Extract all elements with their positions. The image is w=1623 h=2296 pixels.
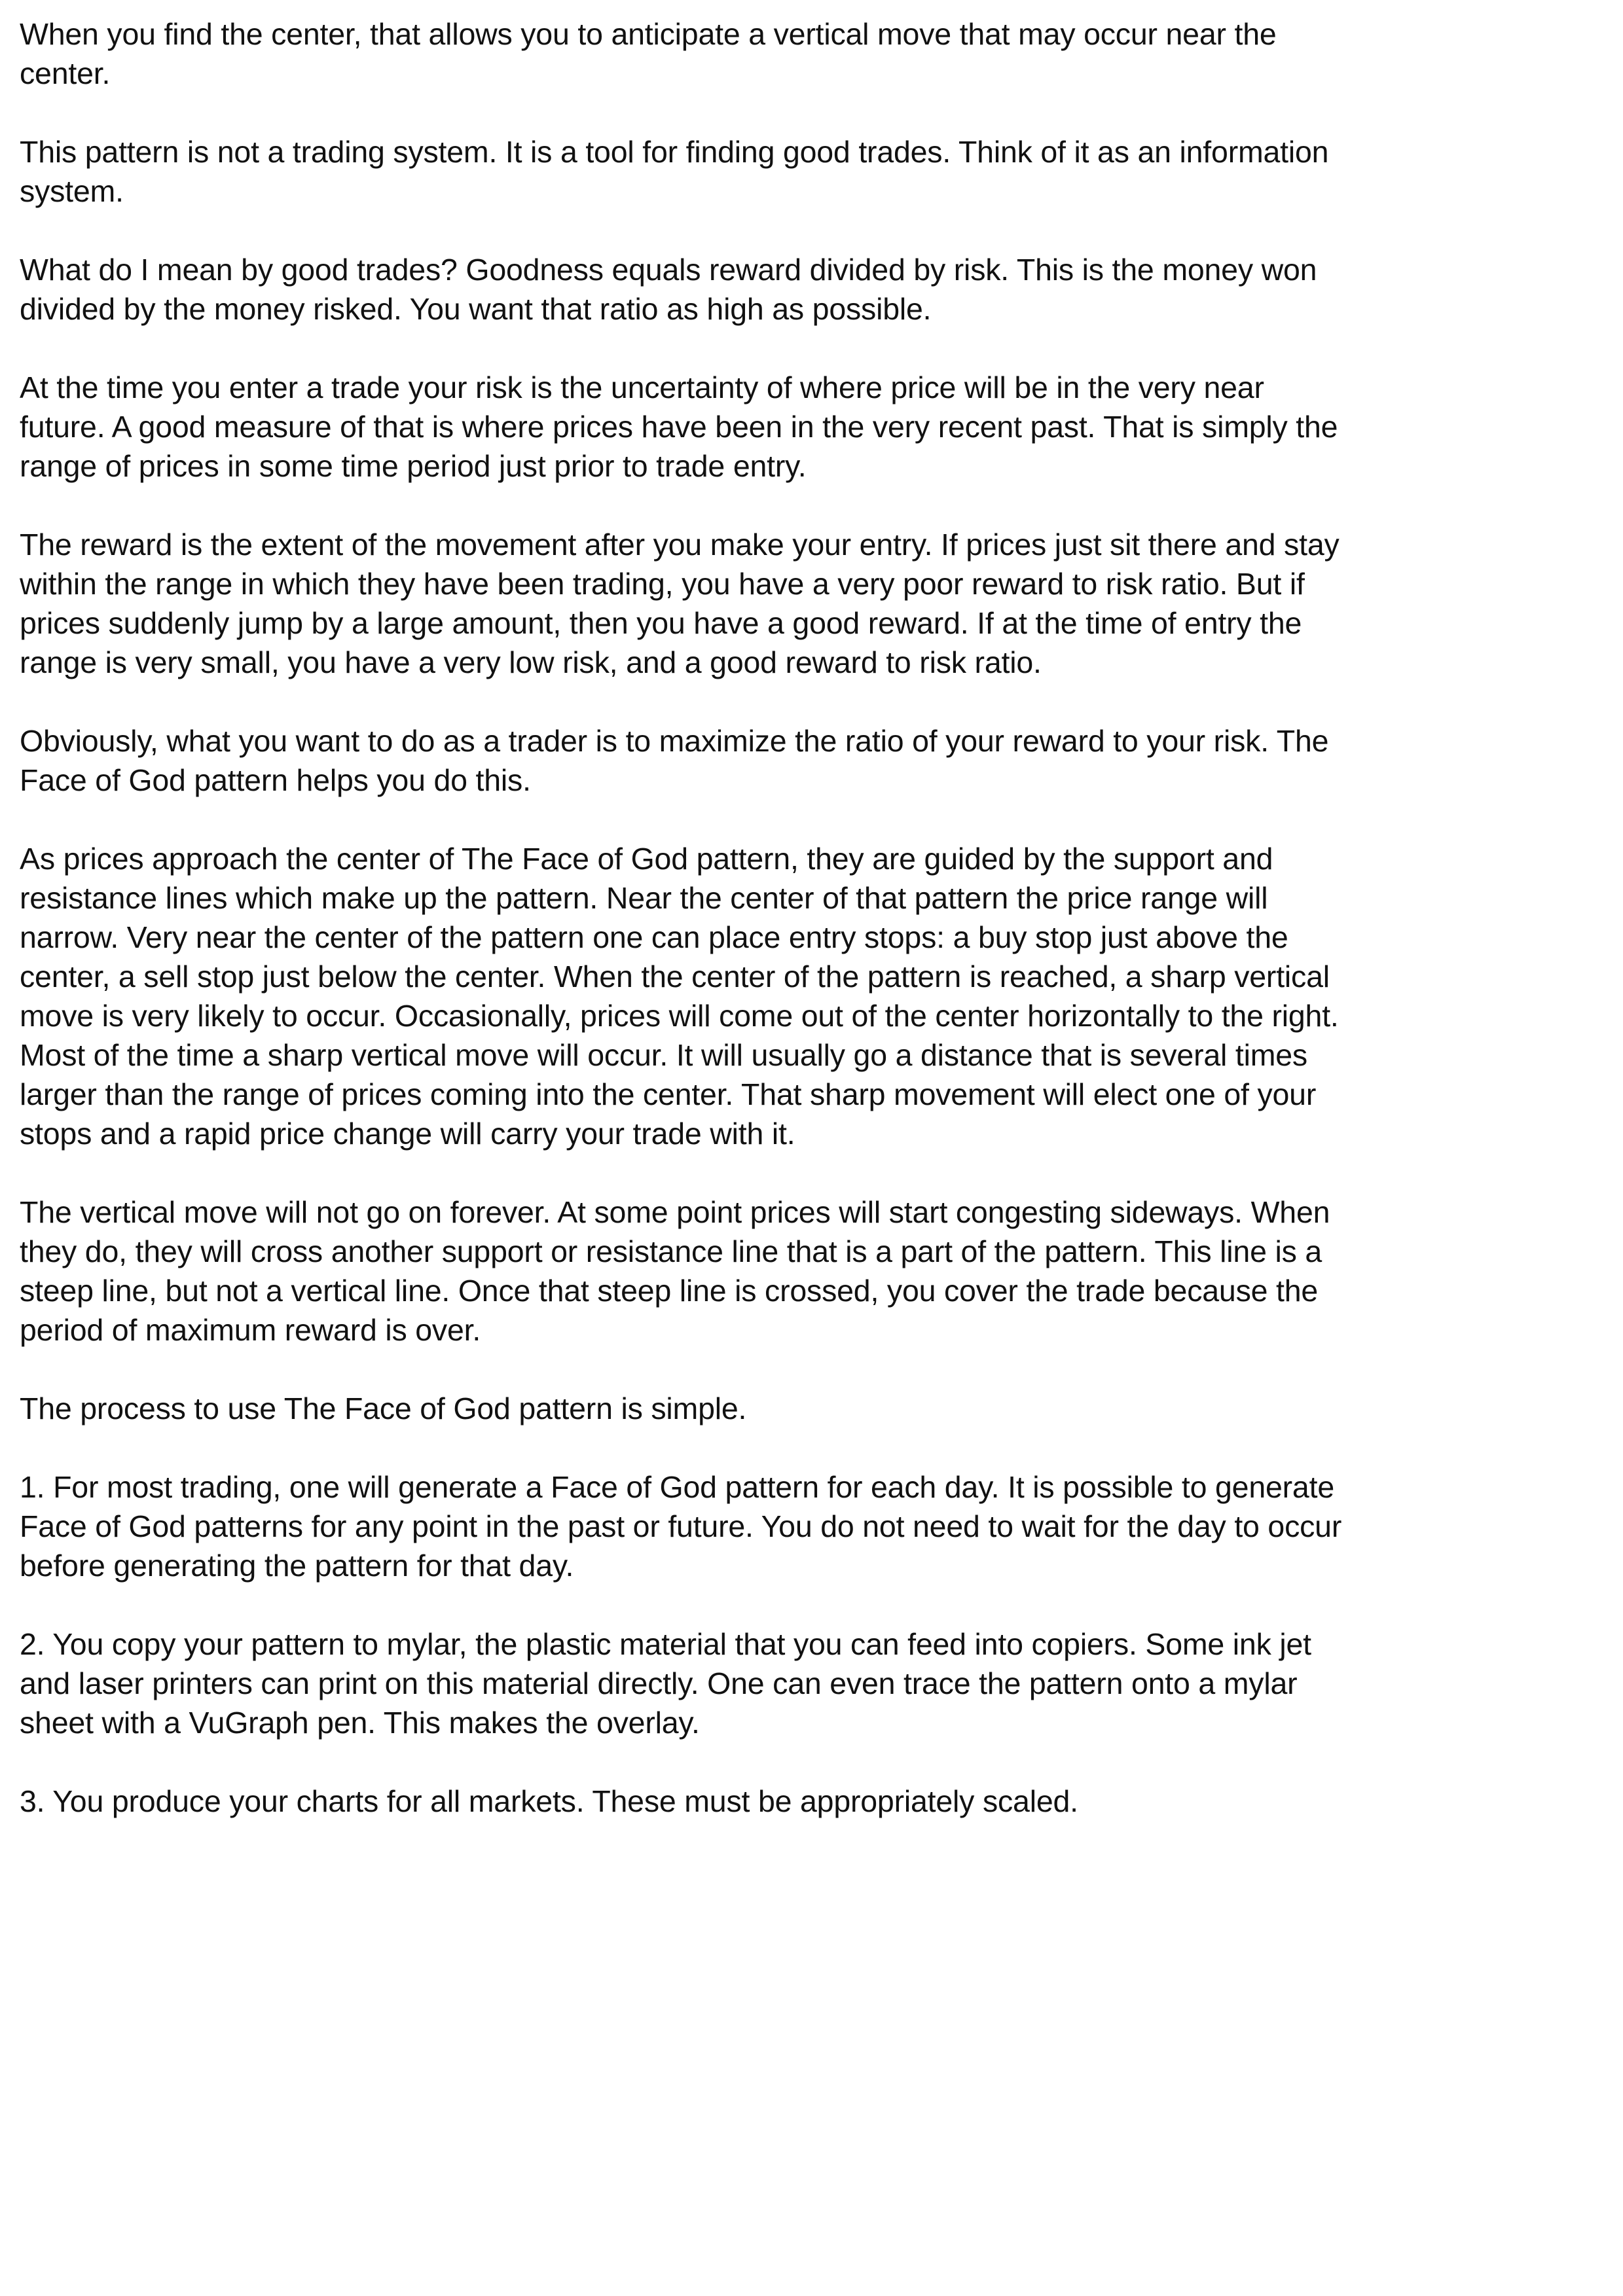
- list-item-2: 2. You copy your pattern to mylar, the plastic material that you can feed into copiers. Some ink jet and laser printers can print on this material directly. One can even trace the pattern onto a mylar sheet with a VuGraph pen. This makes the overlay.: [20, 1627, 1311, 1740]
- list-item-3: 3. You produce your charts for all markets. These must be appropriately scaled.: [20, 1784, 1078, 1818]
- paragraph-7: As prices approach the center of The Face of God pattern, they are guided by the support and resistance lines which make up the pattern. Near the center of that pattern the price range will narrow. Very near the center of the pattern one can place entry stops: a buy stop just above the center, a sell stop just below the center. When the center of the pattern is reached, a sharp vertical move is very likely to occur. Occasionally, prices will come out of the center horizontally to the right. Most of the time a sharp vertical move will occur. It will usually go a distance that is several times larger than the range of prices coming into the center. That sharp movement will elect one of your stops and a rapid price change will carry your trade with it.: [20, 842, 1339, 1151]
- document-page: [20, 14, 1342, 1860]
- paragraph-8: The vertical move will not go on forever. At some point prices will start congesting sideways. When they do, they will cross another support or resistance line that is a part of the pattern. This line is a steep line, but not a vertical line. Once that steep line is crossed, you cover the trade because the period of maximum reward is over.: [20, 1195, 1330, 1347]
- paragraph-1: When you find the center, that allows you to anticipate a vertical move that may occur near the center.: [20, 17, 1277, 90]
- paragraph-4: At the time you enter a trade your risk is the uncertainty of where price will be in the very near future. A good measure of that is where prices have been in the very recent past. That is simply the range of prices in some time period just prior to trade entry.: [20, 370, 1338, 483]
- list-item-1: 1. For most trading, one will generate a Face of God pattern for each day. It is possible to generate Face of God patterns for any point in the past or future. You do not need to wait for the day to occur before generating the pattern for that day.: [20, 1470, 1342, 1583]
- paragraph-5: The reward is the extent of the movement after you make your entry. If prices just sit there and stay within the range in which they have been trading, you have a very poor reward to risk ratio. But if prices suddenly jump by a large amount, then you have a good reward. If at the time of entry the range is very small, you have a very low risk, and a good reward to risk ratio.: [20, 528, 1340, 679]
- paragraph-3: What do I mean by good trades? Goodness equals reward divided by risk. This is the money won divided by the money risked. You want that ratio as high as possible.: [20, 253, 1317, 326]
- paragraph-2: This pattern is not a trading system. It is a tool for finding good trades. Think of it as an information system.: [20, 135, 1329, 208]
- paragraph-9: The process to use The Face of God pattern is simple.: [20, 1391, 747, 1426]
- paragraph-6: Obviously, what you want to do as a trader is to maximize the ratio of your reward to your risk. The Face of God pattern helps you do this.: [20, 724, 1329, 797]
